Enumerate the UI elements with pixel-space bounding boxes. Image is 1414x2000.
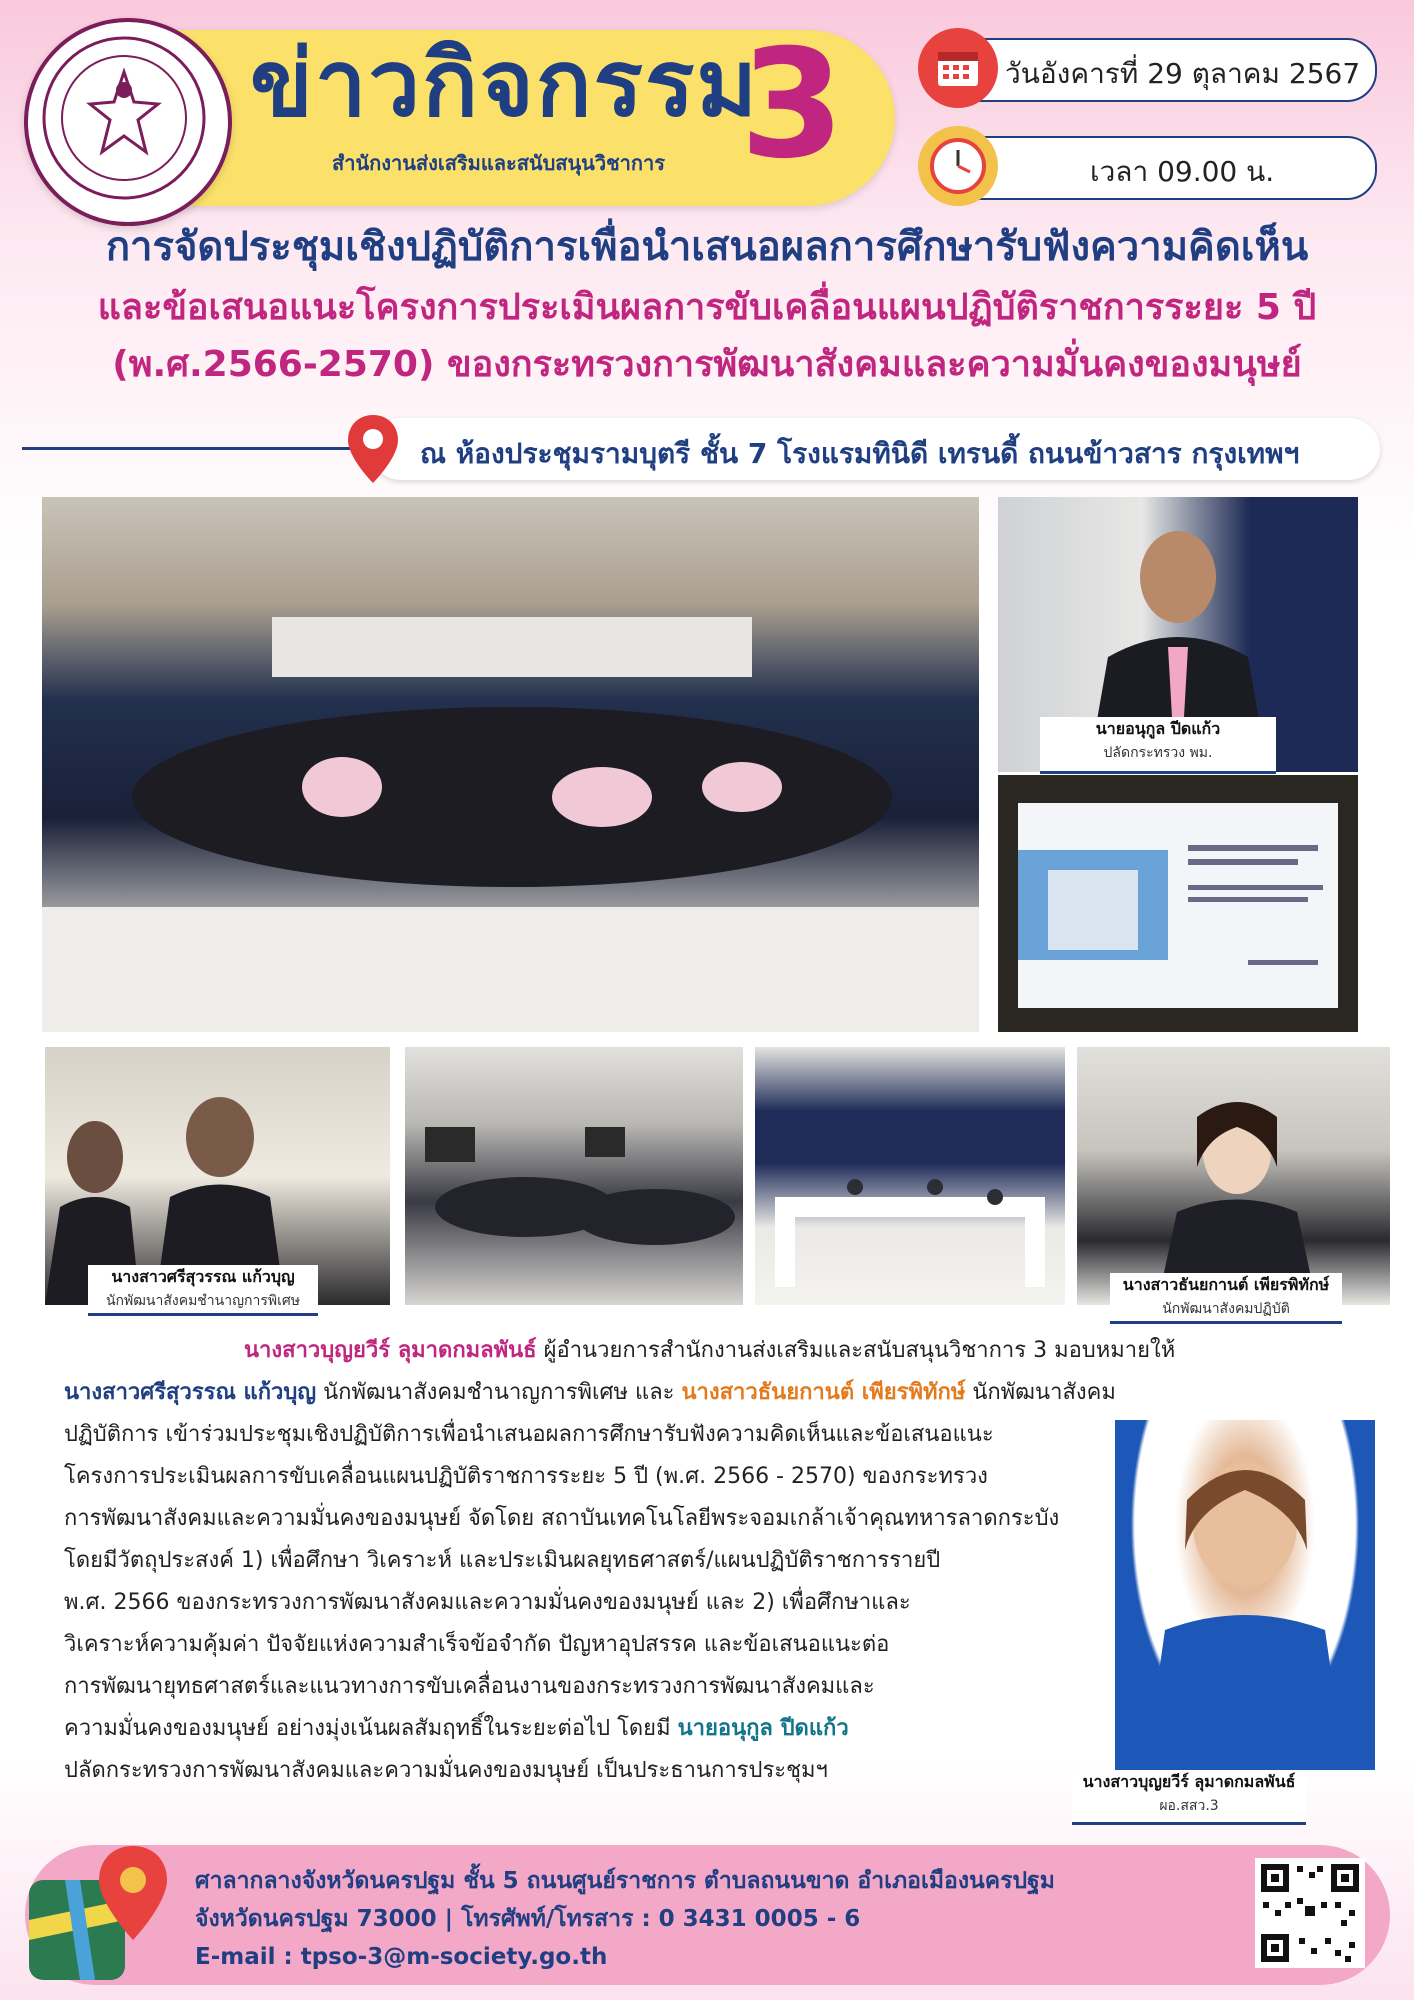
body-line-6: โดยมีวัตถุประสงค์ 1) เพื่อศึกษา วิเคราะห์ และประเมินผลยุทธศาสตร์/แผนปฏิบัติราชการรายปี	[64, 1548, 941, 1573]
caption-participant-2-name: นางสาวธันยกานต์ เพียรพิทักษ์	[1122, 1275, 1330, 1294]
director-photo	[1115, 1420, 1375, 1770]
chairman-name: นายอนุกูล ปีดแก้ว	[677, 1716, 849, 1741]
event-location: ณ ห้องประชุมรามบุตรี ชั้น 7 โรงแรมทินิดี เทรนดี้ ถนนข้าวสาร กรุงเทพฯ	[420, 437, 1300, 470]
body-line-9: การพัฒนายุทธศาสตร์และแนวทางการขับเคลื่อนงานของกระทรวงการพัฒนาสังคมและ	[64, 1674, 875, 1699]
newsletter-title: ข่าวกิจกรรม	[250, 30, 759, 137]
body-line-5: การพัฒนาสังคมและความมั่นคงของมนุษย์ จัดโดย สถาบันเทคโนโลยีพระจอมเกล้าเจ้าคุณทหารลาดกระบัง	[64, 1506, 1060, 1531]
participant-1-name: นางสาวศรีสุวรรณ แก้วบุญ	[64, 1380, 317, 1405]
body-line-11: ปลัดกระทรวงการพัฒนาสังคมและความมั่นคงของมนุษย์ เป็นประธานการประชุมฯ	[64, 1758, 828, 1783]
qr-code[interactable]	[1255, 1858, 1365, 1968]
caption-participant-1	[88, 1265, 318, 1316]
caption-director	[1072, 1770, 1306, 1825]
caption-speaker	[1040, 717, 1276, 774]
office-number: 3	[740, 18, 845, 192]
body-line-10: ความมั่นคงของมนุษย์ อย่างมุ่งเน้นผลสัมฤทธิ์ในระยะต่อไป โดยมี	[64, 1716, 678, 1741]
caption-participant-1-name: นางสาวศรีสุวรรณ แก้วบุญ	[111, 1267, 295, 1286]
caption-participant-1-role: นักพัฒนาสังคมชำนาญการพิเศษ	[105, 1293, 301, 1309]
map-pin-icon	[345, 413, 401, 489]
event-time: เวลา 09.00 น.	[1090, 155, 1275, 188]
body-line-1: ผู้อำนวยการสำนักงานส่งเสริมและสนับสนุนวิชาการ 3 มอบหมายให้	[536, 1338, 1176, 1363]
caption-participant-2-role: นักพัฒนาสังคมปฏิบัติ	[1162, 1301, 1290, 1317]
group-photo	[42, 497, 979, 1032]
body-line-8: วิเคราะห์ความคุ้มค่า ปัจจัยแห่งความสำเร็จข้อจำกัด ปัญหาอุปสรรค และข้อเสนอแนะต่อ	[64, 1632, 890, 1657]
calendar-icon	[918, 28, 998, 108]
footer-address-line-2: จังหวัดนครปฐม 73000 | โทรศัพท์/โทรสาร : 0 3431 0005 - 6	[195, 1906, 861, 1932]
body-line-2-end: นักพัฒนาสังคม	[965, 1380, 1116, 1405]
meeting-room-photo-2	[755, 1047, 1065, 1305]
event-date: วันอังคารที่ 29 ตุลาคม 2567	[1005, 57, 1361, 90]
footer-email[interactable]: E-mail : tpso-3@m-society.go.th	[195, 1944, 608, 1970]
participant-2-name: นางสาวธันยกานต์ เพียรพิทักษ์	[681, 1380, 966, 1405]
caption-speaker-role: ปลัดกระทรวง พม.	[1103, 745, 1213, 761]
location-divider	[22, 447, 352, 450]
caption-director-name: นางสาวบุญยวีร์ ลุมาดกมลพันธ์	[1082, 1772, 1296, 1791]
body-line-2: นักพัฒนาสังคมชำนาญการพิเศษ และ	[316, 1380, 682, 1405]
headline-line-3: (พ.ศ.2566-2570) ของกระทรวงการพัฒนาสังคมและความมั่นคงของมนุษย์	[112, 344, 1302, 385]
participant-photo-2	[1077, 1047, 1390, 1305]
footer-address-line-1: ศาลากลางจังหวัดนครปฐม ชั้น 5 ถนนศูนย์ราชการ ตำบลถนนขาด อำเภอเมืองนครปฐม	[195, 1868, 1055, 1894]
headline-line-1: การจัดประชุมเชิงปฏิบัติการเพื่อนำเสนอผลการศึกษารับฟังความคิดเห็น	[105, 224, 1309, 270]
body-line-3: ปฏิบัติการ เข้าร่วมประชุมเชิงปฏิบัติการเพื่อนำเสนอผลการศึกษารับฟังความคิดเห็นและข้อเสนอแนะ	[64, 1422, 994, 1447]
caption-speaker-name: นายอนุกูล ปีดแก้ว	[1095, 719, 1221, 738]
body-line-4: โครงการประเมินผลการขับเคลื่อนแผนปฏิบัติราชการระยะ 5 ปี (พ.ศ. 2566 - 2570) ของกระทรวง	[64, 1464, 988, 1489]
map-location-icon	[25, 1840, 175, 1994]
headline-line-2: และข้อเสนอแนะโครงการประเมินผลการขับเคลื่อนแผนปฏิบัติราชการระยะ 5 ปี	[97, 287, 1317, 328]
office-name: สำนักงานส่งเสริมและสนับสนุนวิชาการ	[332, 151, 665, 175]
director-name: นางสาวบุญยวีร์ ลุมาดกมลพันธ์	[244, 1338, 537, 1363]
clock-icon	[918, 126, 998, 206]
ministry-logo	[24, 18, 232, 226]
body-line-7: พ.ศ. 2566 ของกระทรวงการพัฒนาสังคมและความมั่นคงของมนุษย์ และ 2) เพื่อศึกษาและ	[64, 1590, 911, 1615]
footer-address	[195, 1862, 1055, 1976]
meeting-room-photo-1	[405, 1047, 743, 1305]
presentation-screen-photo	[998, 775, 1358, 1032]
caption-director-role: ผอ.สสว.3	[1159, 1798, 1219, 1814]
caption-participant-2	[1110, 1273, 1342, 1324]
